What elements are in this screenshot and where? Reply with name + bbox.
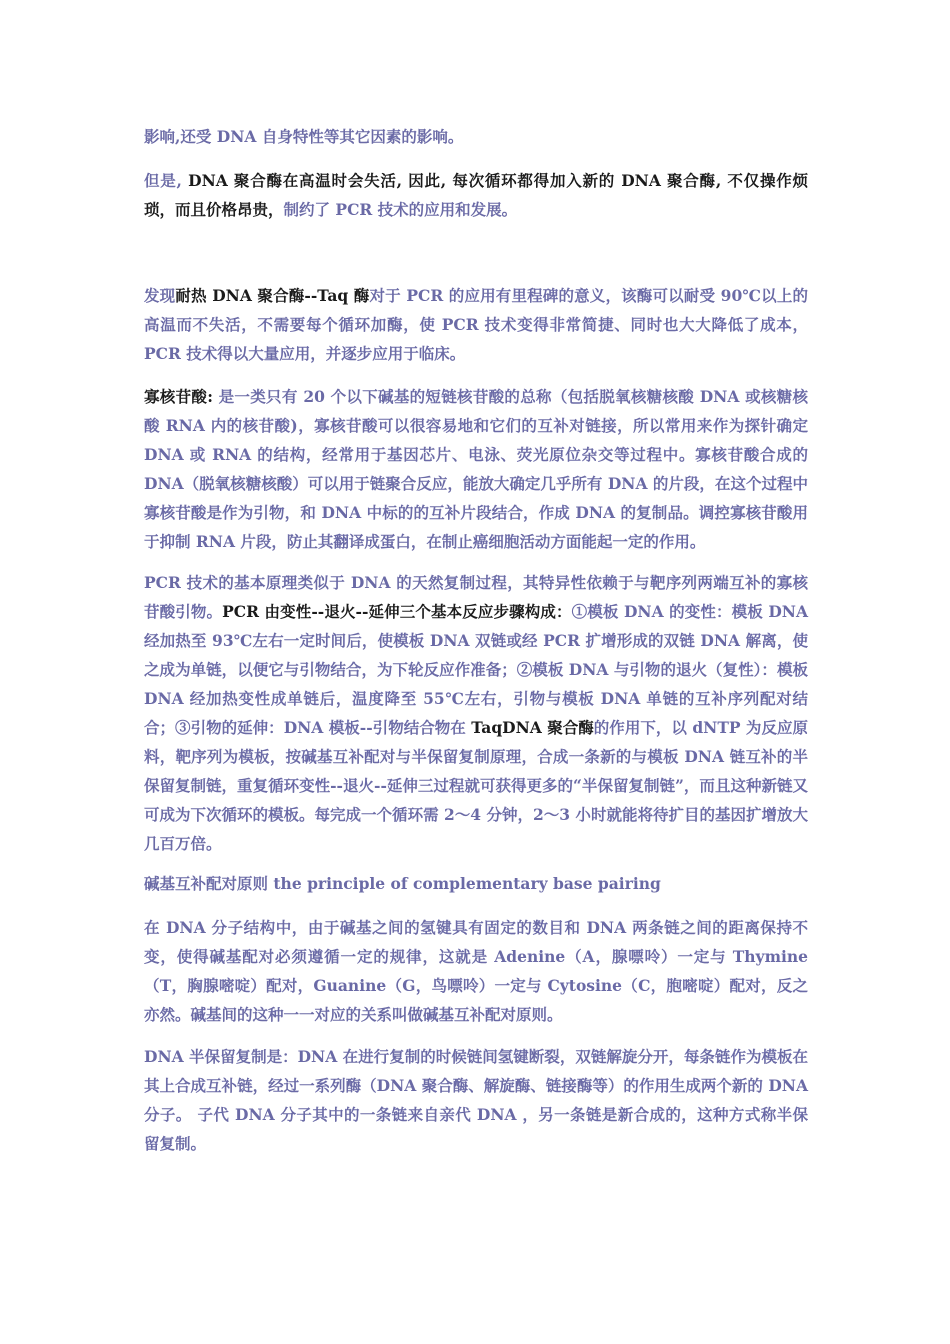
- heading-base-pairing: [144, 869, 808, 898]
- paragraph-emphasis: DNA 聚合酶在高温时会失活, 因此, 每次循环都得加入新的 DNA 聚合酶, 不仅操作烦琐，而且价格昂贵，: [144, 171, 808, 219]
- paragraph-seg3: ①模板 DNA 的变性：模板 DNA 经加热至 93℃左右一定时间后，使模板 DNA 双链或经 PCR 扩增形成的双链 DNA 解离，使之成为单链，以便它与引物结合，为下轮反应作准备；②模板 DNA 与引物的退火（复性）：模板 DNA 经加热变性成单链后，温度降至 55℃左右，引物与模板 DNA 单链的互补序列配对结合；③引物的延伸：DNA 模板--引物结合物在: [144, 602, 808, 737]
- term-oligonucleotide: 寡核苷酸:: [144, 387, 213, 406]
- paragraph-polymerase-inactivation: [144, 166, 808, 224]
- paragraph-oligonucleotide: [144, 382, 808, 556]
- paragraph-seg4: TaqDNA 聚合酶: [471, 718, 594, 737]
- paragraph-lead: 但是,: [144, 171, 182, 190]
- paragraph-seg1: PCR 技术的基本原理类似于 DNA 的天然复制过程，其特异性依赖于与靶序列两端互补的寡核苷酸引物。: [144, 573, 808, 621]
- paragraph-seg5: 的作用下，以 dNTP 为反应原料，靶序列为模板，按碱基互补配对与半保留复制原理，合成一条新的与模板 DNA 链互补的半保留复制链，重复循环变性--退火--延伸三过程就可获得更多的“半保留复制链”，而且这种新链又可成为下次循环的模板。每完成一个循环需 2～4 分钟，2～3 小时就能将待扩目的基因扩增放大几百万倍。: [144, 718, 809, 853]
- paragraph-emphasis: 耐热 DNA 聚合酶--Taq 酶: [175, 286, 370, 305]
- paragraph-semiconservative: [144, 1042, 808, 1158]
- paragraph-tail: 对于 PCR 的应用有里程碑的意义，该酶可以耐受 90℃以上的高温而不失活，不需要每个循环加酶，使 PCR 技术变得非常简捷、同时也大大降低了成本，PCR 技术得以大量应用，并逐步应用于临床。: [144, 286, 808, 363]
- paragraph-text: 影响,还受 DNA 自身特性等其它因素的影响。: [144, 127, 464, 146]
- heading-text: 碱基互补配对原则 the principle of complementary base pairing: [144, 874, 661, 893]
- paragraph-text: DNA 半保留复制是：DNA 在进行复制的时候链间氢键断裂，双链解旋分开，每条链作为模板在其上合成互补链，经过一系列酶（DNA 聚合酶、解旋酶、链接酶等）的作用生成两个新的 DNA 分子。 子代 DNA 分子其中的一条链来自亲代 DNA ，另一条链是新合成的，这种方式称半保留复制。: [144, 1047, 808, 1153]
- paragraph-dna-influence: [144, 122, 808, 151]
- paragraph-seg2: PCR 由变性--退火--延伸三个基本反应步骤构成：: [222, 602, 572, 621]
- paragraph-pcr-principle: [144, 568, 808, 858]
- paragraph-text: 在 DNA 分子结构中，由于碱基之间的氢键具有固定的数目和 DNA 两条链之间的距离保持不变，使得碱基配对必须遵循一定的规律，这就是 Adenine（A，腺嘌呤）一定与 Thymine（T，胸腺嘧啶）配对，Guanine（G，鸟嘌呤）一定与 Cytosine（C，胞嘧啶）配对，反之亦然。碱基间的这种一一对应的关系叫做碱基互补配对原则。: [144, 918, 808, 1024]
- paragraph-taq-enzyme: [144, 281, 808, 368]
- paragraph-text: 是一类只有 20 个以下碱基的短链核苷酸的总称（包括脱氧核糖核酸 DNA 或核糖核酸 RNA 内的核苷酸)，寡核苷酸可以很容易地和它们的互补对链接，所以常用来作为探针确定 DNA 或 RNA 的结构，经常用于基因芯片、电泳、荧光原位杂交等过程中。寡核苷酸合成的 DNA（脱氧核糖核酸）可以用于链聚合反应，能放大确定几乎所有 DNA 的片段，在这个过程中寡核苷酸是作为引物，和 DNA 中标的的互补片段结合，作成 DNA 的复制品。调控寡核苷酸用于抑制 RNA 片段，防止其翻译成蛋白，在制止癌细胞活动方面能起一定的作用。: [144, 387, 808, 551]
- paragraph-lead: 发现: [144, 286, 176, 305]
- paragraph-base-pairing: [144, 913, 808, 1029]
- paragraph-tail: 制约了 PCR 技术的应用和发展。: [283, 200, 518, 219]
